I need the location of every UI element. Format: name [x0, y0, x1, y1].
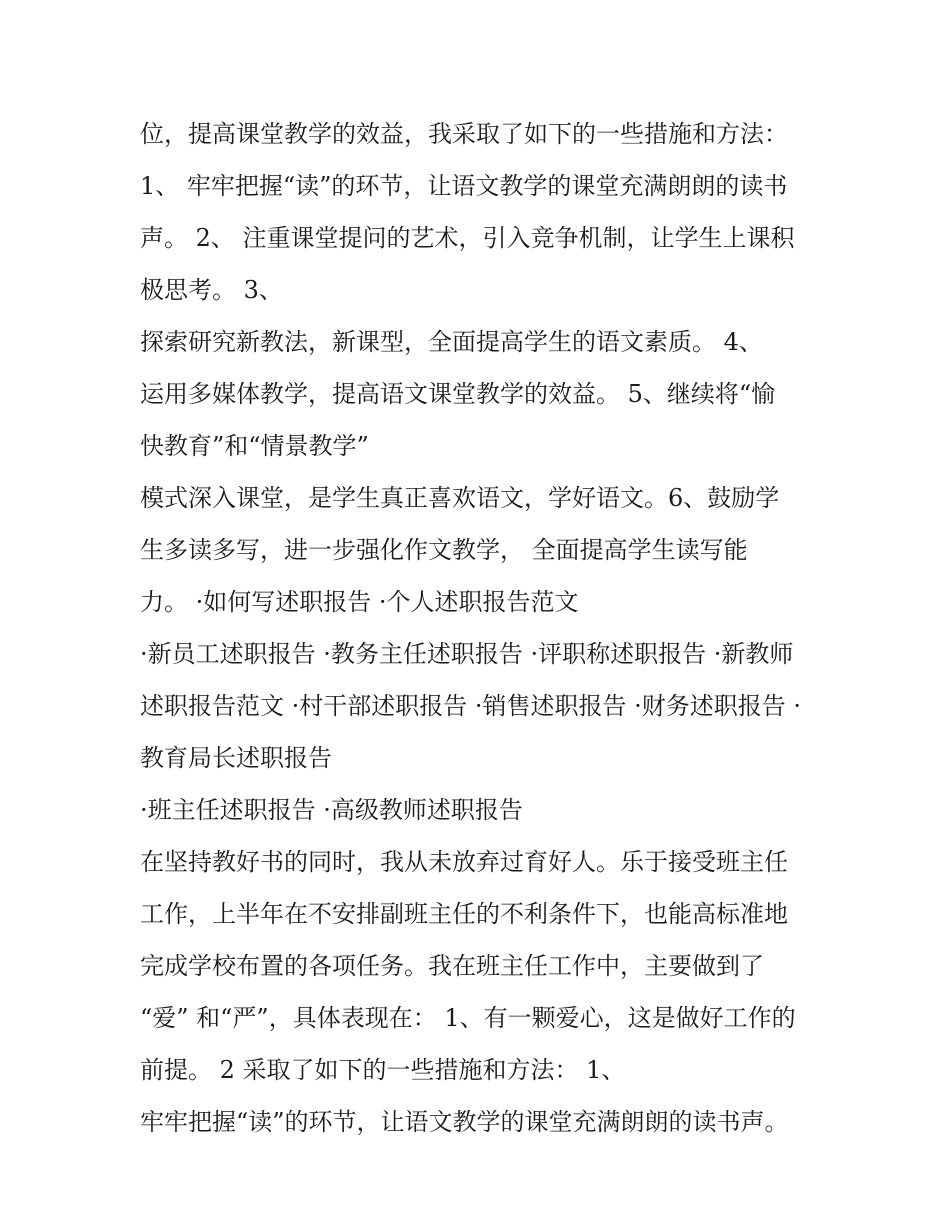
text-line: 位，提高课堂教学的效益，我采取了如下的一些措施和方法： [140, 120, 788, 148]
text-line: ·新员工述职报告 ·教务主任述职报告 ·评职称述职报告 ·新教师 [140, 640, 794, 668]
text-line: 教育局长述职报告 [140, 744, 332, 772]
text-line: 完成学校布置的各项任务。我在班主任工作中，主要做到了 [140, 952, 764, 980]
text-line: 极思考。 3、 [140, 276, 283, 304]
text-line: 述职报告范文 ·村干部述职报告 ·销售述职报告 ·财务述职报告 · [140, 692, 802, 720]
text-line: 在坚持教好书的同时，我从未放弃过育好人。乐于接受班主任 [140, 848, 788, 876]
body-text [140, 108, 830, 1148]
text-line: 生多读多写，进一步强化作文教学， 全面提高学生读写能 [140, 536, 748, 564]
text-line: 力。 ·如何写述职报告 ·个人述职报告范文 [140, 588, 579, 616]
text-line: 前提。 2 采取了如下的一些措施和方法： 1、 [140, 1056, 626, 1084]
text-line: “爱” 和“严”，具体表现在： 1、有一颗爱心，这是做好工作的 [140, 1004, 796, 1032]
text-line: 声。 2、 注重课堂提问的艺术，引入竞争机制，让学生上课积 [140, 224, 795, 252]
text-line: 模式深入课堂，是学生真正喜欢语文，学好语文。6、鼓励学 [140, 484, 780, 512]
text-line: 运用多媒体教学，提高语文课堂教学的效益。 5、继续将“愉 [140, 380, 776, 408]
text-line: 快教育”和“情景教学” [140, 432, 369, 460]
text-line: 牢牢把握“读”的环节，让语文教学的课堂充满朗朗的读书声。 [140, 1108, 789, 1136]
text-line: 探索研究新教法，新课型，全面提高学生的语文素质。 4、 [140, 328, 763, 356]
text-line: 工作，上半年在不安排副班主任的不利条件下，也能高标准地 [140, 900, 788, 928]
text-line: 1、 牢牢把握“读”的环节，让语文教学的课堂充满朗朗的读书 [140, 172, 788, 200]
text-line: ·班主任述职报告 ·高级教师述职报告 [140, 796, 523, 824]
